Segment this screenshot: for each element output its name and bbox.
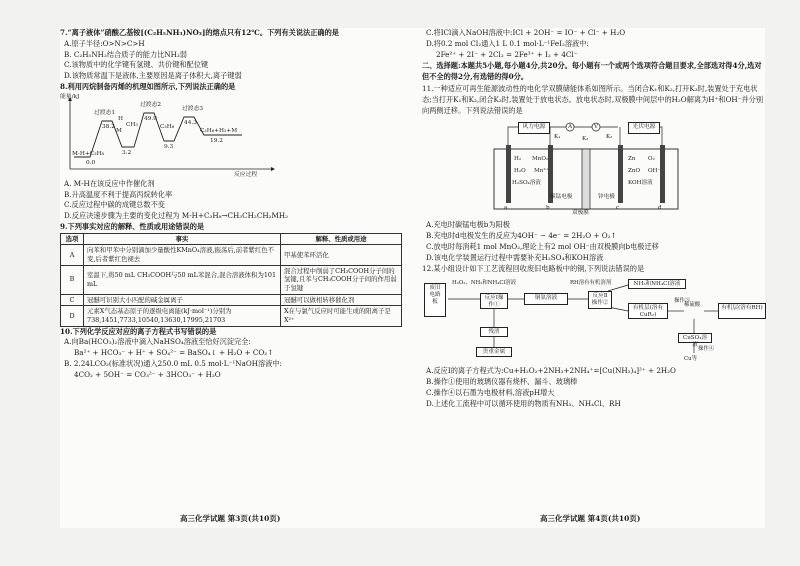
node-copper-ammine-solution: 铜氨溶液 <box>524 293 568 305</box>
op3-label: 操作③ <box>674 298 691 305</box>
value-0: 0.0 <box>86 159 96 166</box>
q10-stem: 10.下列化学反应对应的离子方程式书写错误的是 <box>60 326 217 336</box>
switch-k2: K₂ <box>606 134 613 141</box>
state-ts1: 过渡态1 <box>94 109 116 116</box>
table-row <box>61 265 402 294</box>
row-d-option: D <box>61 306 84 326</box>
energy-profile-diagram <box>60 95 405 177</box>
ammeter-label: A <box>568 124 573 131</box>
state-propene: C₃H₆ <box>160 123 175 130</box>
page-4-column <box>422 28 767 410</box>
q7-option-a: A.原子半径:O>N>C>H <box>64 38 145 48</box>
node-reaction-2: 反应Ⅱ操作② <box>588 291 612 309</box>
flow-arrows-svg <box>422 277 767 363</box>
wind-power-source: 风力电源 <box>518 122 550 134</box>
value-9: 9.3 <box>164 143 174 150</box>
node-waste-board: 废旧电路板 <box>424 283 446 317</box>
page-3-footer: 高三化学试题 第3页(共10页) <box>180 514 281 523</box>
label-mn2: Mn²⁺ <box>534 168 549 175</box>
row-c-option: C <box>61 294 84 306</box>
node-residue: 残渣 <box>480 327 508 337</box>
process-flow-diagram <box>422 277 767 363</box>
q10-option-b: B. 2.24LCO₂(标准状况)通入250.0 mL 0.5 mol·L⁻¹NaOH溶液中: <box>64 358 282 368</box>
q10-option-d-equation: 2Fe²⁺ + 2I⁻ + 2Cl₂ = 2Fe³⁺ + I₂ + 4Cl⁻ <box>436 49 578 59</box>
electrode-c-label: c <box>616 205 620 212</box>
carbon-manganese-electrode-label: 碳锰电极 <box>550 194 573 201</box>
x-axis-arrow <box>271 167 275 171</box>
q10-option-a: A.向Ba(HCO₃)₂溶液中滴入NaHSO₄溶液至恰好沉淀完全: <box>64 337 251 347</box>
electrochemical-cell-diagram <box>422 119 767 217</box>
page-4-footer: 高三化学试题 第4页(共10页) <box>540 514 641 523</box>
label-h2o: H₂O <box>514 168 526 175</box>
label-h2so4: H₂SO₄溶液 <box>512 180 541 187</box>
q11-option-c: C.放电时每消耗1 mol MnO₂,理论上有2 mol OH⁻由双极膜向b电极迁移 <box>426 241 659 251</box>
switch-k3: K₃ <box>582 136 589 143</box>
q7-option-c: C.该物质中的化学键有氢键、共价键和配位键 <box>64 60 209 70</box>
copper-product-label: Cu等 <box>684 356 697 363</box>
row-b-option: B <box>61 265 84 294</box>
bipolar-membrane-label: 双极膜 <box>572 210 589 217</box>
q10-option-c: C.将ICl滴入NaOH溶液中:ICl + 2OH⁻ = IO⁻ + Cl⁻ + H₂O <box>426 28 626 37</box>
q12-option-b: B.操作①使用的玻璃仪器有烧杯、漏斗、玻璃棒 <box>426 377 578 387</box>
table-row <box>61 294 402 306</box>
table-row <box>61 306 402 326</box>
label-oh: OH⁻ <box>648 168 661 175</box>
q9-table <box>60 233 402 327</box>
col-header-explanation: 解释、性质或用途 <box>281 233 402 245</box>
electrode-b-label: b <box>546 205 550 212</box>
q12-option-a: A.反应Ⅰ的离子方程式为:Cu+H₂O₂+2NH₃+2NH₄⁺=[Cu(NH₃)₄]²⁺ + 2H₂O <box>426 366 676 376</box>
row-a-option: A <box>61 245 84 265</box>
voltmeter-label: V <box>594 124 599 131</box>
table-row <box>61 245 402 265</box>
q12-option-d: D.上述化工流程中可以循环使用的物质有NH₃、NH₄Cl、RH <box>426 398 621 408</box>
q9-stem: 9.下列事实対应的解释、性质或用途错误的是 <box>60 221 205 231</box>
struct-m: M <box>116 127 122 134</box>
op4-label: 操作④ <box>698 346 715 353</box>
q10-option-b-equation: 4CO₂ + 5OH⁻ = CO₃²⁻ + 3HCO₃⁻ + H₂O <box>74 369 221 379</box>
q8-option-c: C.反应过程中碳的成键总数不变 <box>64 200 165 210</box>
label-mno2: MnO₂ <box>532 156 549 163</box>
node-cuso4-solution: CuSO₄溶液 <box>678 333 712 343</box>
zinc-electrode-label: 锌电极 <box>598 194 615 201</box>
row-d-explanation: X在与氯气反应时可能生成的阳离子是X²⁺ <box>281 306 402 326</box>
electrode-a <box>506 145 511 203</box>
row-b-fact: 室温下,将50 mL CH₃COOH与50 mL苯混合,混合溶液体积为101 mL <box>84 265 281 294</box>
label-zno: ZnO <box>628 168 641 175</box>
row-a-explanation: 甲基使苯环活化 <box>281 245 402 265</box>
value-19: 19.2 <box>210 137 223 144</box>
state-ts2: 过渡态2 <box>140 101 162 108</box>
electrode-d-label: d <box>658 205 662 212</box>
q8-stem: 8.利用丙烷制备丙烯的机理如图所示,下列说法正确的是 <box>60 81 236 91</box>
label-o2: O₂ <box>648 156 655 163</box>
table-header-row <box>61 233 402 245</box>
section-2-heading: 二、选择题:本题共5小题,每小题4分,共20分。每小题有一个或两个选项符合题目要求,全部选对得4分,选对但不全的得2分,有选错的得0分。 <box>422 61 762 82</box>
value-38: 38.2 <box>102 123 115 130</box>
page-3-column <box>60 28 405 381</box>
label-koh: KOH溶液 <box>628 180 653 187</box>
struct-h: H <box>118 115 124 122</box>
exam-sheet <box>60 28 765 528</box>
value-3: 3.2 <box>122 149 132 156</box>
node-organic-layer-rh: 有机层(溶有RH) <box>718 303 766 319</box>
state-reactants: M-H+C₃H₈ <box>72 150 104 157</box>
value-49: 49.0 <box>144 115 157 122</box>
q11-option-d: D.该电化学装置运行过程中需要补充H₂SO₄和KOH溶液 <box>426 252 604 262</box>
switch-k1: K₁ <box>554 134 561 141</box>
q12-stem: 12.某小组设计如下工艺流程回收废旧电路板中的铜,下列说法错误的是 <box>422 263 645 273</box>
q12-option-c: C.操作④以石墨为电极材料,溶液pH增大 <box>426 387 555 397</box>
q8-option-b: B.升高温度不利于提高丙烷转化率 <box>64 189 173 199</box>
node-organic-layer-cur2: 有机层(溶有CuR₂) <box>628 303 668 319</box>
struct-ch3: CH₃ <box>126 121 138 128</box>
electrode-d <box>660 145 665 203</box>
q10-option-d: D.将0.2 mol Cl₂通入1 L 0.1 mol·L⁻¹FeI₂溶液中: <box>426 38 589 48</box>
node-precious-metal: 贵重金属 <box>476 347 512 357</box>
node-ammonia-solution: NH₃和NH₄Cl溶液 <box>628 279 686 289</box>
reagent-1-label: H₂O₂、NH₃和NH₄Cl溶液 <box>452 280 517 287</box>
col-header-fact: 事实 <box>84 233 281 245</box>
bipolar-membrane <box>582 149 590 209</box>
col-header-option: 选项 <box>61 233 84 245</box>
q7-option-d: D.该物质常温下是液体,主要原因是离子体积大,离子键弱 <box>64 71 242 81</box>
energy-y-label: 能量/kJ <box>60 93 80 100</box>
row-a-fact: 向苯和甲苯中分别滴加少量酸性KMnO₄溶液,振荡后,前者紫红色不变,后者紫红色褪去 <box>84 245 281 265</box>
q11-option-a: A.充电时碳锰电极b为阳极 <box>426 220 510 230</box>
q11-option-b: B.充电时d电极发生的反应为4OH⁻ − 4e⁻ = 2H₂O + O₂↑ <box>426 231 617 241</box>
row-b-explanation: 混合过程中削弱了CH₃COOH分子间的氢键,且苯与CH₃COOH分子间的作用弱于氢键 <box>281 265 402 294</box>
electrode-c <box>618 145 623 203</box>
reagent-2-label: RH溶有有机溶剂 <box>570 280 612 287</box>
solar-power-source: 光伏电源 <box>628 122 660 134</box>
energy-x-label: 反应过程 <box>234 171 258 178</box>
label-h2: H₂ <box>514 156 522 163</box>
acid-label: 稀硫酸 <box>684 302 701 309</box>
row-c-explanation: 冠醚可以做相转移催化剂 <box>281 294 402 306</box>
state-products: C₃H₆+H₂+M <box>200 127 238 134</box>
row-d-fact: 元素X气态基态原子的逐级电离能(kJ·mol⁻¹)分别为738,1451,7733,10540,13630,17995,21703 <box>84 306 281 326</box>
value-44: 44.3 <box>184 119 197 126</box>
cell-svg <box>422 119 767 217</box>
electrode-a-label: a <box>504 205 508 212</box>
label-zn: Zn <box>628 156 636 163</box>
q8-option-a: A. M-H在该反应中作催化剂 <box>64 178 155 188</box>
state-ts3: 过渡态3 <box>182 105 204 112</box>
q10-option-a-equation: Ba²⁺ + HCO₃⁻ + H⁺ + SO₄²⁻ = BaSO₄↓ + H₂O + CO₂↑ <box>74 348 274 358</box>
q8-option-d: D.反应决速步骤为主要的变化过程为 M-H+C₃H₈→CH₃CH₂CH₂MH₂ <box>64 211 288 221</box>
q7-stem: 7.“离子液体”硝酸乙基铵[(C₂H₅NH₃)NO₃]的熔点只有12℃。下列有关说法正确的是 <box>60 28 339 37</box>
q11-stem: 11.一种适应可再生能源波动性的电化学双膜储能体系如图所示。当闭合K₁和K₂,打开K₃时,装置处于充电状态;当打开K₁和K₂,闭合K₃时,装置处于放电状态。放电状态时,双极膜中间层中的H₂O解离为H⁺和OH⁻并分别向两侧迁移。下列说法错误的是 <box>422 83 764 115</box>
q7-option-b: B. C₂H₅NH₂结合质子的能力比NH₃弱 <box>64 49 187 59</box>
node-reaction-1: 反应Ⅰ操作① <box>480 293 508 309</box>
row-c-fact: 冠醚可识别大小匹配的碱金属离子 <box>84 294 281 306</box>
